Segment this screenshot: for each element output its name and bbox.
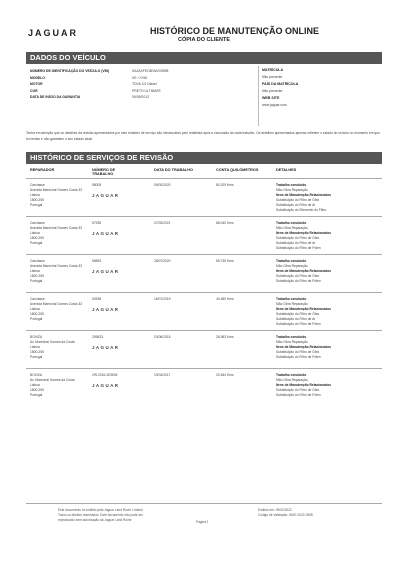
document-subtitle: CÓPIA DO CLIENTE — [178, 37, 231, 43]
service-table-header — [26, 166, 382, 176]
job-number-cell: OR-2016-203634 — [92, 373, 118, 377]
registration-value: Não presente — [262, 74, 283, 79]
job-number-cell: 55893 — [92, 259, 102, 263]
website-value: www.jaguar.com — [262, 102, 287, 107]
page-number: Página 1 — [196, 520, 209, 524]
vehicle-divider — [258, 66, 259, 126]
odometer-cell: 26.983 Kms — [216, 335, 234, 339]
jaguar-logo: JAGUAR — [92, 231, 120, 236]
vehicle-values — [132, 68, 168, 101]
disclaimer-note: Tenha em atenção que os detalhes da revisão apresentados por este relatório de serviço são introduzidos pelo retalhista após a conclusão de cada trabalho. Os detalhes apresentados apenas refletem o estado do veículo no momento em que foi revisto e não garantem o seu estado atual. — [26, 131, 380, 141]
repairer-cell: BOVIZA Av. Marechal Gomes da Costa Lisboa 1800-255 Portugal — [30, 373, 75, 397]
job-number-cell: 209823 — [92, 335, 104, 339]
warranty-start-label: DATA DE INÍCIO DA GARANTIA — [30, 95, 81, 99]
color-label: COR — [30, 88, 38, 93]
details-cell: Trabalho concluído Mão Obra Reparação Itens de Manutenção Relacionados Substituição do Filtro de Óleo Substituição do Filtro de Ar Substituição do Elemento do Filtro — [276, 183, 331, 212]
odometer-cell: 20.464 Kms — [216, 373, 234, 377]
repairer-cell: BOVIZA Av. Marechal Gomes da Costa Lisboa 1800-255 Portugal — [30, 335, 75, 359]
registration-label: MATRÍCULA — [262, 68, 284, 72]
document-title: HISTÓRICO DE MANUTENÇÃO ONLINE — [150, 26, 320, 36]
col-details: DETALHES — [276, 168, 297, 172]
engine-label: MOTOR — [30, 82, 43, 86]
col-job-number: NÚMERO DE TRABALHO — [92, 168, 116, 176]
col-repairer: REPARADOR — [30, 168, 55, 172]
vin-value: SAJAXFEC8DMV00598 — [132, 69, 169, 73]
details-cell: Trabalho concluído Mão Obra Reparação Itens de Manutenção Relacionados Substituição do Filtro de Óleo Substituição do Filtro de Ar Substituição do Filtro de Pólen — [276, 221, 331, 250]
footer-right: Emitido em: 09/02/2022 Código de Validação: HMO-2022-0598 — [258, 508, 313, 517]
model-value: XE / X760 — [132, 75, 148, 80]
jaguar-logo: JAGUAR — [28, 28, 79, 38]
job-number-cell: 57935 — [92, 221, 102, 225]
jaguar-logo: JAGUAR — [92, 269, 120, 274]
odometer-cell: 40.480 Kms — [216, 297, 234, 301]
details-cell: Trabalho concluído Mão Obra Reparação Itens de Manutenção Relacionados Substituição do Filtro de Óleo Substituição do Filtro de Pólen — [276, 335, 331, 359]
registration-country-label: PAÍS DA MATRÍCULA — [262, 82, 299, 86]
details-cell: Trabalho concluído Mão Obra Reparação Itens de Manutenção Relacionados Substituição do Filtro de Óleo Substituição do Filtro de Ar Substituição do Filtro de Pólen — [276, 297, 331, 326]
service-section-header: HISTÓRICO DE SERVIÇOS DE REVISÃO — [26, 152, 382, 164]
job-number-cell: 58005 — [92, 183, 102, 187]
vehicle-section-header: DADOS DO VEÍCULO — [26, 52, 382, 64]
table-row — [26, 178, 382, 216]
repairer-cell: Carclasse Avenida Marechal Gomes Costa 33 Lisboa 1800-255 Portugal — [30, 259, 82, 283]
footer-left: Este documento foi emitido pela Jaguar Land Rover Limited Todos os direitos reservados. Este documento não pode ser reproduzido sem autorização da Jaguar Land Rover. — [58, 508, 143, 522]
repairer-cell: Carclasse Avenida Marechal Gomes Costa 33 Lisboa 1800-255 Portugal — [30, 297, 82, 321]
engine-value: TDV6 3.0 Diesel — [132, 82, 157, 86]
job-date-cell: 09/02/2020 — [154, 183, 171, 187]
job-number-cell: 53258 — [92, 297, 102, 301]
col-odometer: CONTA QUILÓMETROS — [216, 168, 259, 172]
odometer-cell: 68.040 Kms — [216, 221, 234, 225]
table-row — [26, 292, 382, 330]
warranty-start-value: 09/05/2012 — [132, 95, 149, 99]
repairer-cell: Carclasse Avenida Marechal Gomes Costa 33 Lisboa 1800-255 Portugal — [30, 183, 82, 207]
jaguar-logo: JAGUAR — [92, 383, 120, 388]
website-label: WEB SITE — [262, 96, 280, 100]
model-label: MODELO — [30, 75, 45, 80]
job-date-cell: 16/07/2019 — [154, 297, 171, 301]
details-cell: Trabalho concluído Mão Obra Reparação Itens de Manutenção Relacionados Substituição do Filtro de Óleo Substituição do Filtro de Pólen — [276, 373, 331, 397]
color-value: PRETO ULTIMATE — [132, 88, 161, 93]
jaguar-logo: JAGUAR — [92, 193, 120, 198]
job-date-cell: 03/06/2018 — [154, 335, 171, 339]
jaguar-logo: JAGUAR — [92, 345, 120, 350]
odometer-cell: 55.735 Kms — [216, 259, 234, 263]
col-job-date: DATA DO TRABALHO — [154, 168, 193, 172]
vehicle-labels — [30, 68, 109, 101]
jaguar-logo: JAGUAR — [92, 307, 120, 312]
vin-label: NÚMERO DE IDENTIFICAÇÃO DO VEÍCULO (VIN) — [30, 69, 110, 73]
job-date-cell: 28/07/2020 — [154, 259, 171, 263]
details-cell: Trabalho concluído Mão Obra Reparação Itens de Manutenção Relacionados Substituição do Filtro de Óleo Substituição do Filtro de Pólen — [276, 259, 331, 283]
repairer-cell: Carclasse Avenida Marechal Gomes Costa 33 Lisboa 1800-255 Portugal — [30, 221, 82, 245]
table-row — [26, 330, 382, 368]
footer-divider — [26, 503, 382, 504]
registration-country-value: Não presente — [262, 88, 283, 93]
table-row — [26, 368, 382, 406]
table-row — [26, 216, 382, 254]
job-date-cell: 19/04/2017 — [154, 373, 171, 377]
vehicle-registration — [262, 68, 298, 110]
odometer-cell: 80.329 Kms — [216, 183, 234, 187]
service-rows — [26, 178, 382, 406]
job-date-cell: 07/03/2021 — [154, 221, 171, 225]
table-row — [26, 254, 382, 292]
